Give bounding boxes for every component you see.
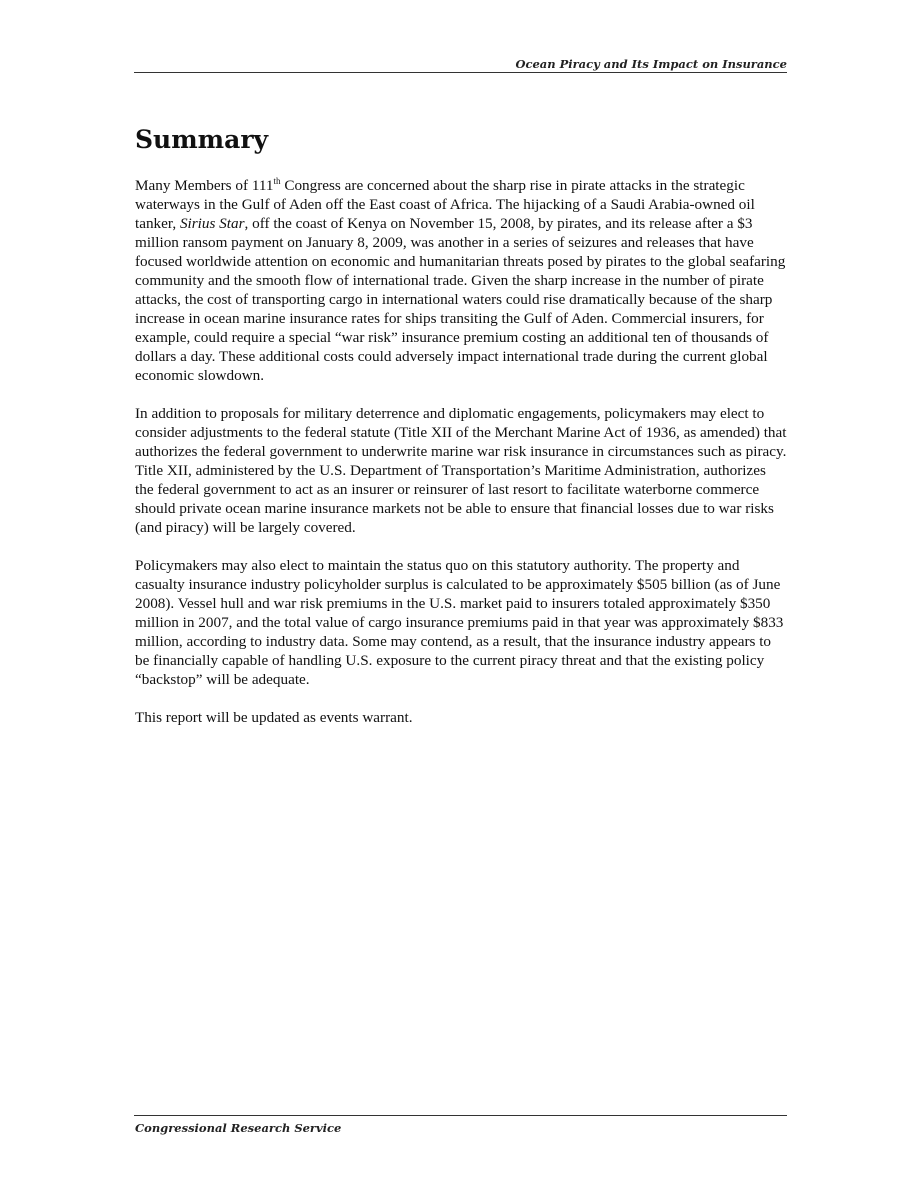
- summary-paragraph-2: In addition to proposals for military deterrence and diplomatic engagements, policymakers may elect to consider adjustments to the federal statute (Title XII of the Merchant Marine Act of 1936, as amended) that authorizes the federal government to underwrite marine war risk insurance in circumstances such as piracy. Title XII, administered by the U.S. Department of Transportation’s Maritime Administration, authorizes the federal government to act as an insurer or reinsurer of last resort to facilitate waterborne commerce should private ocean marine insurance markets not be able to ensure that financial losses due to war risks (and piracy) will be largely covered.: [135, 405, 787, 536]
- summary-paragraph-3: Policymakers may also elect to maintain the status quo on this statutory authority. The property and casualty insurance industry policyholder surplus is calculated to be approximately $505 billion (as of June 2008). Vessel hull and war risk premiums in the U.S. market paid to insurers totaled approximately $350 million in 2007, and the total value of cargo insurance premiums paid in that year was approximately $833 million, according to industry data. Some may contend, as a result, that the insurance industry appears to be financially capable of handling U.S. exposure to the current piracy threat and that the existing policy “backstop” will be adequate.: [135, 557, 784, 688]
- summary-body: [135, 176, 787, 746]
- paragraph-1-text-b: Congress are concerned about the sharp rise in pirate attacks in the strategic waterways in the Gulf of Aden off the East coast of Africa. The hijacking of a Saudi Arabia-owned oil tanker,: [135, 177, 755, 232]
- paragraph-1-text-c: , off the coast of Kenya on November 15, 2008, by pirates, and its release after a $3 million ransom payment on January 8, 2009, was another in a series of seizures and releases that have focused worldwide attention on economic and humanitarian threats posed by pirates to the global seafaring community and the smooth flow of international trade. Given the sharp increase in the number of pirate attacks, the cost of transporting cargo in international waters could rise dramatically because of the sharp increase in ocean marine insurance rates for ships transiting the Gulf of Aden. Commercial insurers, for example, could require a special “war risk” insurance premium costing an additional ten of thousands of dollars a day. These additional costs could adversely impact international trade during the current global economic slowdown.: [135, 215, 786, 384]
- ship-name: Sirius Star: [179, 215, 245, 232]
- ordinal-superscript: th: [273, 176, 281, 186]
- running-header: Ocean Piracy and Its Impact on Insurance: [515, 57, 787, 71]
- footer-divider: [134, 1115, 787, 1116]
- paragraph-1-text-a: Many Members of 111: [135, 177, 274, 194]
- section-title: Summary: [135, 125, 269, 154]
- summary-paragraph-4: This report will be updated as events warrant.: [135, 709, 413, 726]
- footer-publisher: Congressional Research Service: [135, 1121, 342, 1135]
- header-divider: [134, 72, 787, 73]
- summary-paragraph-1: [135, 176, 787, 385]
